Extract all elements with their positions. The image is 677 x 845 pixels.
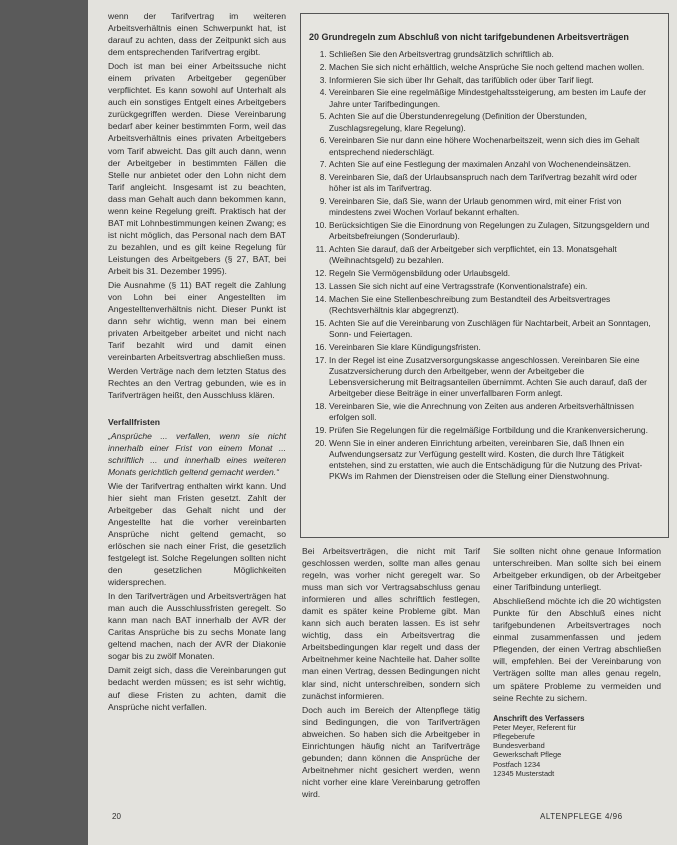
rule-item: 3. Informieren Sie sich über Ihr Gehalt, das tarifüblich oder über Tarif liegt. bbox=[329, 75, 658, 86]
author-line: Postfach 1234 bbox=[493, 759, 541, 769]
section-lead-quote: „Ansprüche ... verfallen, wenn sie nicht innerhalb einer Frist von einem Monat ... schriftlich ... und innerhalb eines weiteren Monats gerichtlich geltend gemacht werden.“ bbox=[108, 430, 286, 477]
rules-box-title: 20 Grundregeln zum Abschluß von nicht tarifgebundenen Arbeitsverträgen bbox=[309, 32, 629, 42]
author-heading: Anschrift des Verfassers bbox=[493, 713, 585, 723]
body-paragraph: Sie sollten nicht ohne genaue Information unterschreiben. Man sollte sich bei einem Arbeitgeber erkundigen, ob der Arbeitgeber einer Tarifbindung unterliegt. bbox=[493, 546, 661, 593]
rule-item: 11. Achten Sie darauf, daß der Arbeitgeber sich verpflichtet, ein 13. Monatsgehalt (Weihnachtsgeld) zu bezahlen. bbox=[329, 244, 658, 266]
rules-box bbox=[300, 13, 669, 538]
body-paragraph: Abschließend möchte ich die 20 wichtigsten Punkte für den Abschluß eines nicht tarifgebundenen Arbeitsvertrages noch einmal zusammenfassen und jedem Pflegenden, der einen Vertrag abschließen will, empfehlen. Bei der Vereinbarung von Verträgen sollte man alles genau regeln, um spätere Probleme zu vermeiden und seine Rechte zu sichern. bbox=[493, 596, 661, 703]
section-subheading: Verfallfristen bbox=[108, 416, 161, 427]
left-column bbox=[108, 10, 286, 715]
rule-item: 13. Lassen Sie sich nicht auf eine Vertragsstrafe (Konventionalstrafe) ein. bbox=[329, 281, 658, 292]
author-line: Gewerkschaft Pflege bbox=[493, 750, 562, 760]
body-paragraph: Die Ausnahme (§ 11) BAT regelt die Zahlung von Lohn bei einer Angestellten im Angestelltenverhältnis nicht. Dieser Punkt ist dann sehr wichtig, wenn man bei einem privaten Arbeitgeber arbeitet und nicht nach Tarif bezahlt wird und damit einen vereinbarten Arbeitsvertrag abschließen muss. bbox=[108, 280, 286, 363]
rule-item: 18. Vereinbaren Sie, wie die Anrechnung von Zeiten aus anderen Arbeitsverhältnissen erfolgen soll. bbox=[329, 401, 658, 423]
author-line: Pflegeberufe bbox=[493, 732, 535, 742]
body-paragraph: Bei Arbeitsverträgen, die nicht mit Tarif geschlossen werden, sollte man alles genau regeln, was vorher nicht geregelt war. So muss man sich vor Vertragsabschluss genau informieren und alles schriftlich festlegen, damit es später keine Probleme gibt. Man kann sich auch beraten lassen. Es ist sehr wichtig, dass ein Arbeitsvertrag die Arbeitsbedingungen klar regelt und dass der Arbeitnehmer keine Nachteile hat. Daher sollte man einen Vertrag, dessen Bedingungen nicht klar sind, nicht unterschreiben, sondern sich zunächst informieren. bbox=[302, 546, 480, 701]
rule-item: 17. In der Regel ist eine Zusatzversorgungskasse angeschlossen. Vereinbaren Sie eine Zusatzversicherung durch den Arbeitgeber, wenn der Arbeitgeber die Lebensversicherung mit Beitragsanteilen übernimmt. Achten Sie auch darauf, daß der Arbeitgeber diese Beiträge in einer unverfallbaren Form anlegt. bbox=[329, 355, 658, 400]
rule-item: 1. Schließen Sie den Arbeitsvertrag grundsätzlich schriftlich ab. bbox=[329, 49, 658, 60]
rule-item: 12. Regeln Sie Vermögensbildung oder Urlaubsgeld. bbox=[329, 268, 658, 279]
author-line: 12345 Musterstadt bbox=[493, 768, 555, 778]
author-address bbox=[493, 714, 661, 778]
rule-item: 8. Vereinbaren Sie, daß der Urlaubsanspruch nach dem Tarifvertrag bezahlt wird oder höher ist als im Tarifvertrag. bbox=[329, 172, 658, 194]
body-paragraph: Damit zeigt sich, dass die Vereinbarungen gut bedacht werden müssen; es ist sehr wichtig, auf diese Fristen zu achten, damit die Ansprüche nicht verfallen. bbox=[108, 665, 286, 712]
body-paragraph: Wie der Tarifvertrag enthalten wirkt kann. Und hier sieht man Fristen gesetzt. Zahlt der Arbeitgeber das Gehalt nicht und der Angestellte hat die vorher vereinbarten Ansprüche nicht geltend gemacht, so erlöschen sie nach einer Frist, die gesetzlich festgelegt ist. Solche Regelungen sollten nicht den gesetzlichen Möglichkeiten widersprechen. bbox=[108, 480, 286, 588]
right-column bbox=[493, 545, 661, 778]
rule-item: 14. Machen Sie eine Stellenbeschreibung zum Bestandteil des Arbeitsvertrages (Rechtsverhältnis klar abgegrenzt). bbox=[329, 294, 658, 316]
rule-item: 2. Machen Sie sich nicht erhältlich, welche Ansprüche Sie noch geltend machen wollen. bbox=[329, 62, 658, 73]
rules-list bbox=[301, 49, 668, 483]
body-paragraph: In den Tarifverträgen und Arbeitsverträgen hat man auch die Ausschlussfristen geregelt. So kann man nach BAT innerhalb der AVR der Caritas Ansprüche bis zu sechs Monate lang geltend machen, nach der AVR der Diakonie sogar bis zu zwölf Monaten. bbox=[108, 591, 286, 662]
rule-item: 19. Prüfen Sie Regelungen für die regelmäßige Fortbildung und die Krankenversicherung. bbox=[329, 425, 658, 436]
rule-item: 7. Achten Sie auf eine Festlegung der maximalen Anzahl von Wochenendeinsätzen. bbox=[329, 159, 658, 170]
body-paragraph: wenn der Tarifvertrag im weiteren Arbeitsverhältnis einen Schwerpunkt hat, ist darauf zu achten, dass der Zeitpunkt sich aus dem entsprechenden Tarifvertrag ergibt. bbox=[108, 11, 286, 58]
author-line: Peter Meyer, Referent für bbox=[493, 722, 576, 732]
page-number: 20 bbox=[112, 812, 121, 821]
body-paragraph: Doch auch im Bereich der Altenpflege tätig sind Bedingungen, die von Tarifverträgen abweichen. So haben sich die Arbeitgeber in Einrichtungen häufig nicht an Tarifverträge gebunden; dann können die Ansprüche der Arbeitnehmer nicht gesichert werden, wenn nicht vorher eine klare Vereinbarung getroffen wird. bbox=[302, 704, 480, 799]
body-paragraph: Doch ist man bei einer Arbeitssuche nicht einem privaten Arbeitgeber gegenüber verpflichtet. Es kann sowohl auf Unterhalt als auch ein sonstiges Entgelt eines Arbeitgebers zurückgegriffen werden. Diese Vereinbarung bedarf aber keiner bestimmten Form, weil das Arbeitsverhältnis eines privaten Arbeitgebers vom Tarif abweicht. Das gilt auch dann, wenn der Arbeitgeber in bestimmten Fällen die Stelle nur anbietet oder den Lohn nicht dem Tarif angleicht. Insgesamt ist zu beachten, dass man Gehalt auch dann bekommen kann, wenn keine Regelung greift. Praktisch hat der BAT mit Lohnbestimmungen keinen Zwang; es ist nicht möglich, das Personal nach dem BAT zu bezahlen, und es gilt keine Regelung für Leistungen des Arbeitgebers (§ 27, BAT, bei Arbeit bis 31. Dezember 1995). bbox=[108, 61, 286, 276]
rule-item: 4. Vereinbaren Sie eine regelmäßige Mindestgehaltssteigerung, am besten im Laufe der Jahre unter Tarifbedingungen. bbox=[329, 87, 658, 109]
rule-item: 16. Vereinbaren Sie klare Kündigungsfristen. bbox=[329, 342, 658, 353]
rule-item: 15. Achten Sie auf die Vereinbarung von Zuschlägen für Nachtarbeit, Arbeit an Sonntagen, Sonn- und Feiertagen. bbox=[329, 318, 658, 340]
author-line: Bundesverband bbox=[493, 741, 545, 751]
journal-footer: ALTENPFLEGE 4/96 bbox=[540, 812, 623, 821]
rule-item: 10. Berücksichtigen Sie die Einordnung von Regelungen zu Zulagen, Sitzungsgeldern und Arbeitsbefreiungen (Sonderurlaub). bbox=[329, 220, 658, 242]
rule-item: 6. Vereinbaren Sie nur dann eine höhere Wochenarbeitszeit, wenn sich dies im Gehalt entsprechend niederschlägt. bbox=[329, 135, 658, 157]
rule-item: 20. Wenn Sie in einer anderen Einrichtung arbeiten, vereinbaren Sie, daß Ihnen ein Aufwendungsersatz zur Verfügung gestellt wird. Kosten, die durch Ihre Tätigkeit entstehen, sind zu erstatten, wie auch die Entschädigung für die Nutzung des Privat-PKWs im Rahmen der Dienstreisen oder die Stellung einer Dienstwohnung. bbox=[329, 438, 658, 483]
middle-column bbox=[302, 545, 480, 802]
rule-item: 5. Achten Sie auf die Überstundenregelung (Definition der Überstunden, Zuschlagsregelung, klare Regelung). bbox=[329, 111, 658, 133]
rule-item: 9. Vereinbaren Sie, daß Sie, wann der Urlaub genommen wird, mit einer Frist von mindestens zwei Wochen Vorlauf bekannt erhalten. bbox=[329, 196, 658, 218]
body-paragraph: Werden Verträge nach dem letzten Status des Rechtes an den Vertrag gebunden, wie es in Tarifverträgen heißt, den Ausschluss klären. bbox=[108, 366, 286, 401]
